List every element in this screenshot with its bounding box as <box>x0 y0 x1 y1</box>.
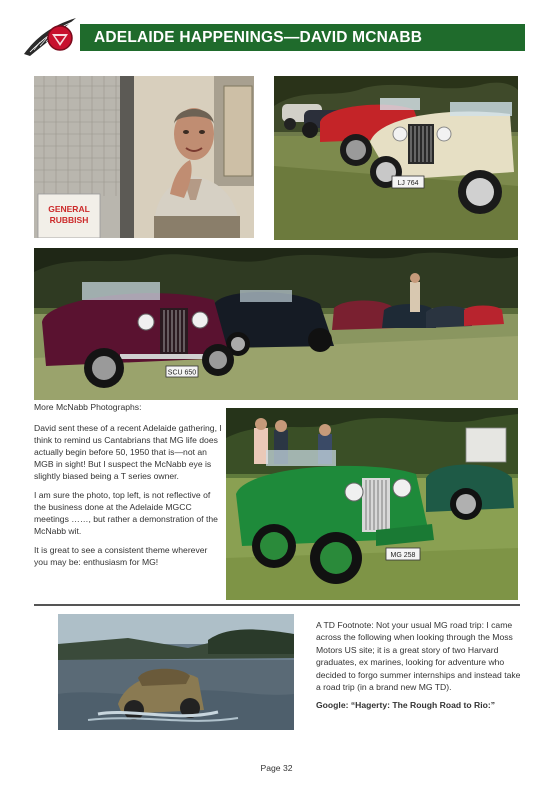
plate-green-tc: MG 258 <box>390 552 416 559</box>
general-rubbish-sign-line2: RUBBISH <box>49 215 89 225</box>
photo-mg-td-river-crossing <box>58 614 294 730</box>
general-rubbish-sign-line1: GENERAL <box>48 204 90 214</box>
photo-green-mg-tc <box>226 408 518 600</box>
plate-cream-tc: LJ 764 <box>397 180 419 187</box>
photo-mcnabb-portrait <box>34 76 254 238</box>
photo-mg-lineup <box>34 248 518 400</box>
photo-red-and-cream-mgs <box>274 76 518 240</box>
article-body <box>34 422 222 575</box>
section-divider <box>34 604 520 606</box>
body-paragraph-1: David sent these of a recent Adelaide gathering, I think to remind us Cantabrians that MG life does actually begin before 50, 1950 that is—not an MGB in sight! But I suspect the McNabb eye is slightly biased being a T series owner. <box>34 423 222 481</box>
plate-magenta-td: SCU 650 <box>167 369 197 377</box>
page-title: ADELAIDE HAPPENINGS—DAVID MCNABB <box>80 24 525 51</box>
mg-club-feather-logo-icon <box>20 14 82 58</box>
google-search-hint: Google: “Hagerty: The Rough Road to Rio:” <box>316 700 496 711</box>
page-number: Page 32 <box>260 763 293 773</box>
body-paragraph-3: It is great to see a consistent theme wherever you may be: enthusiasm for MG! <box>34 545 208 567</box>
footnote-paragraph: A TD Footnote: Not your usual MG road trip: I came across the following when looking through the Moss Motors US site; it is a great story of two Harvard graduates, ex marines, looking for adventure who decided to forgo summer internships and instead take a road trip (in a brand new MG TD). <box>316 620 521 693</box>
body-paragraph-2: I am sure the photo, top left, is not reflective of the business done at the Adelaide MGCC meetings ……, but rather a demonstration of the McNabb wit. <box>34 490 218 536</box>
photo-caption: More McNabb Photographs: <box>34 402 142 412</box>
td-footnote <box>316 619 522 718</box>
